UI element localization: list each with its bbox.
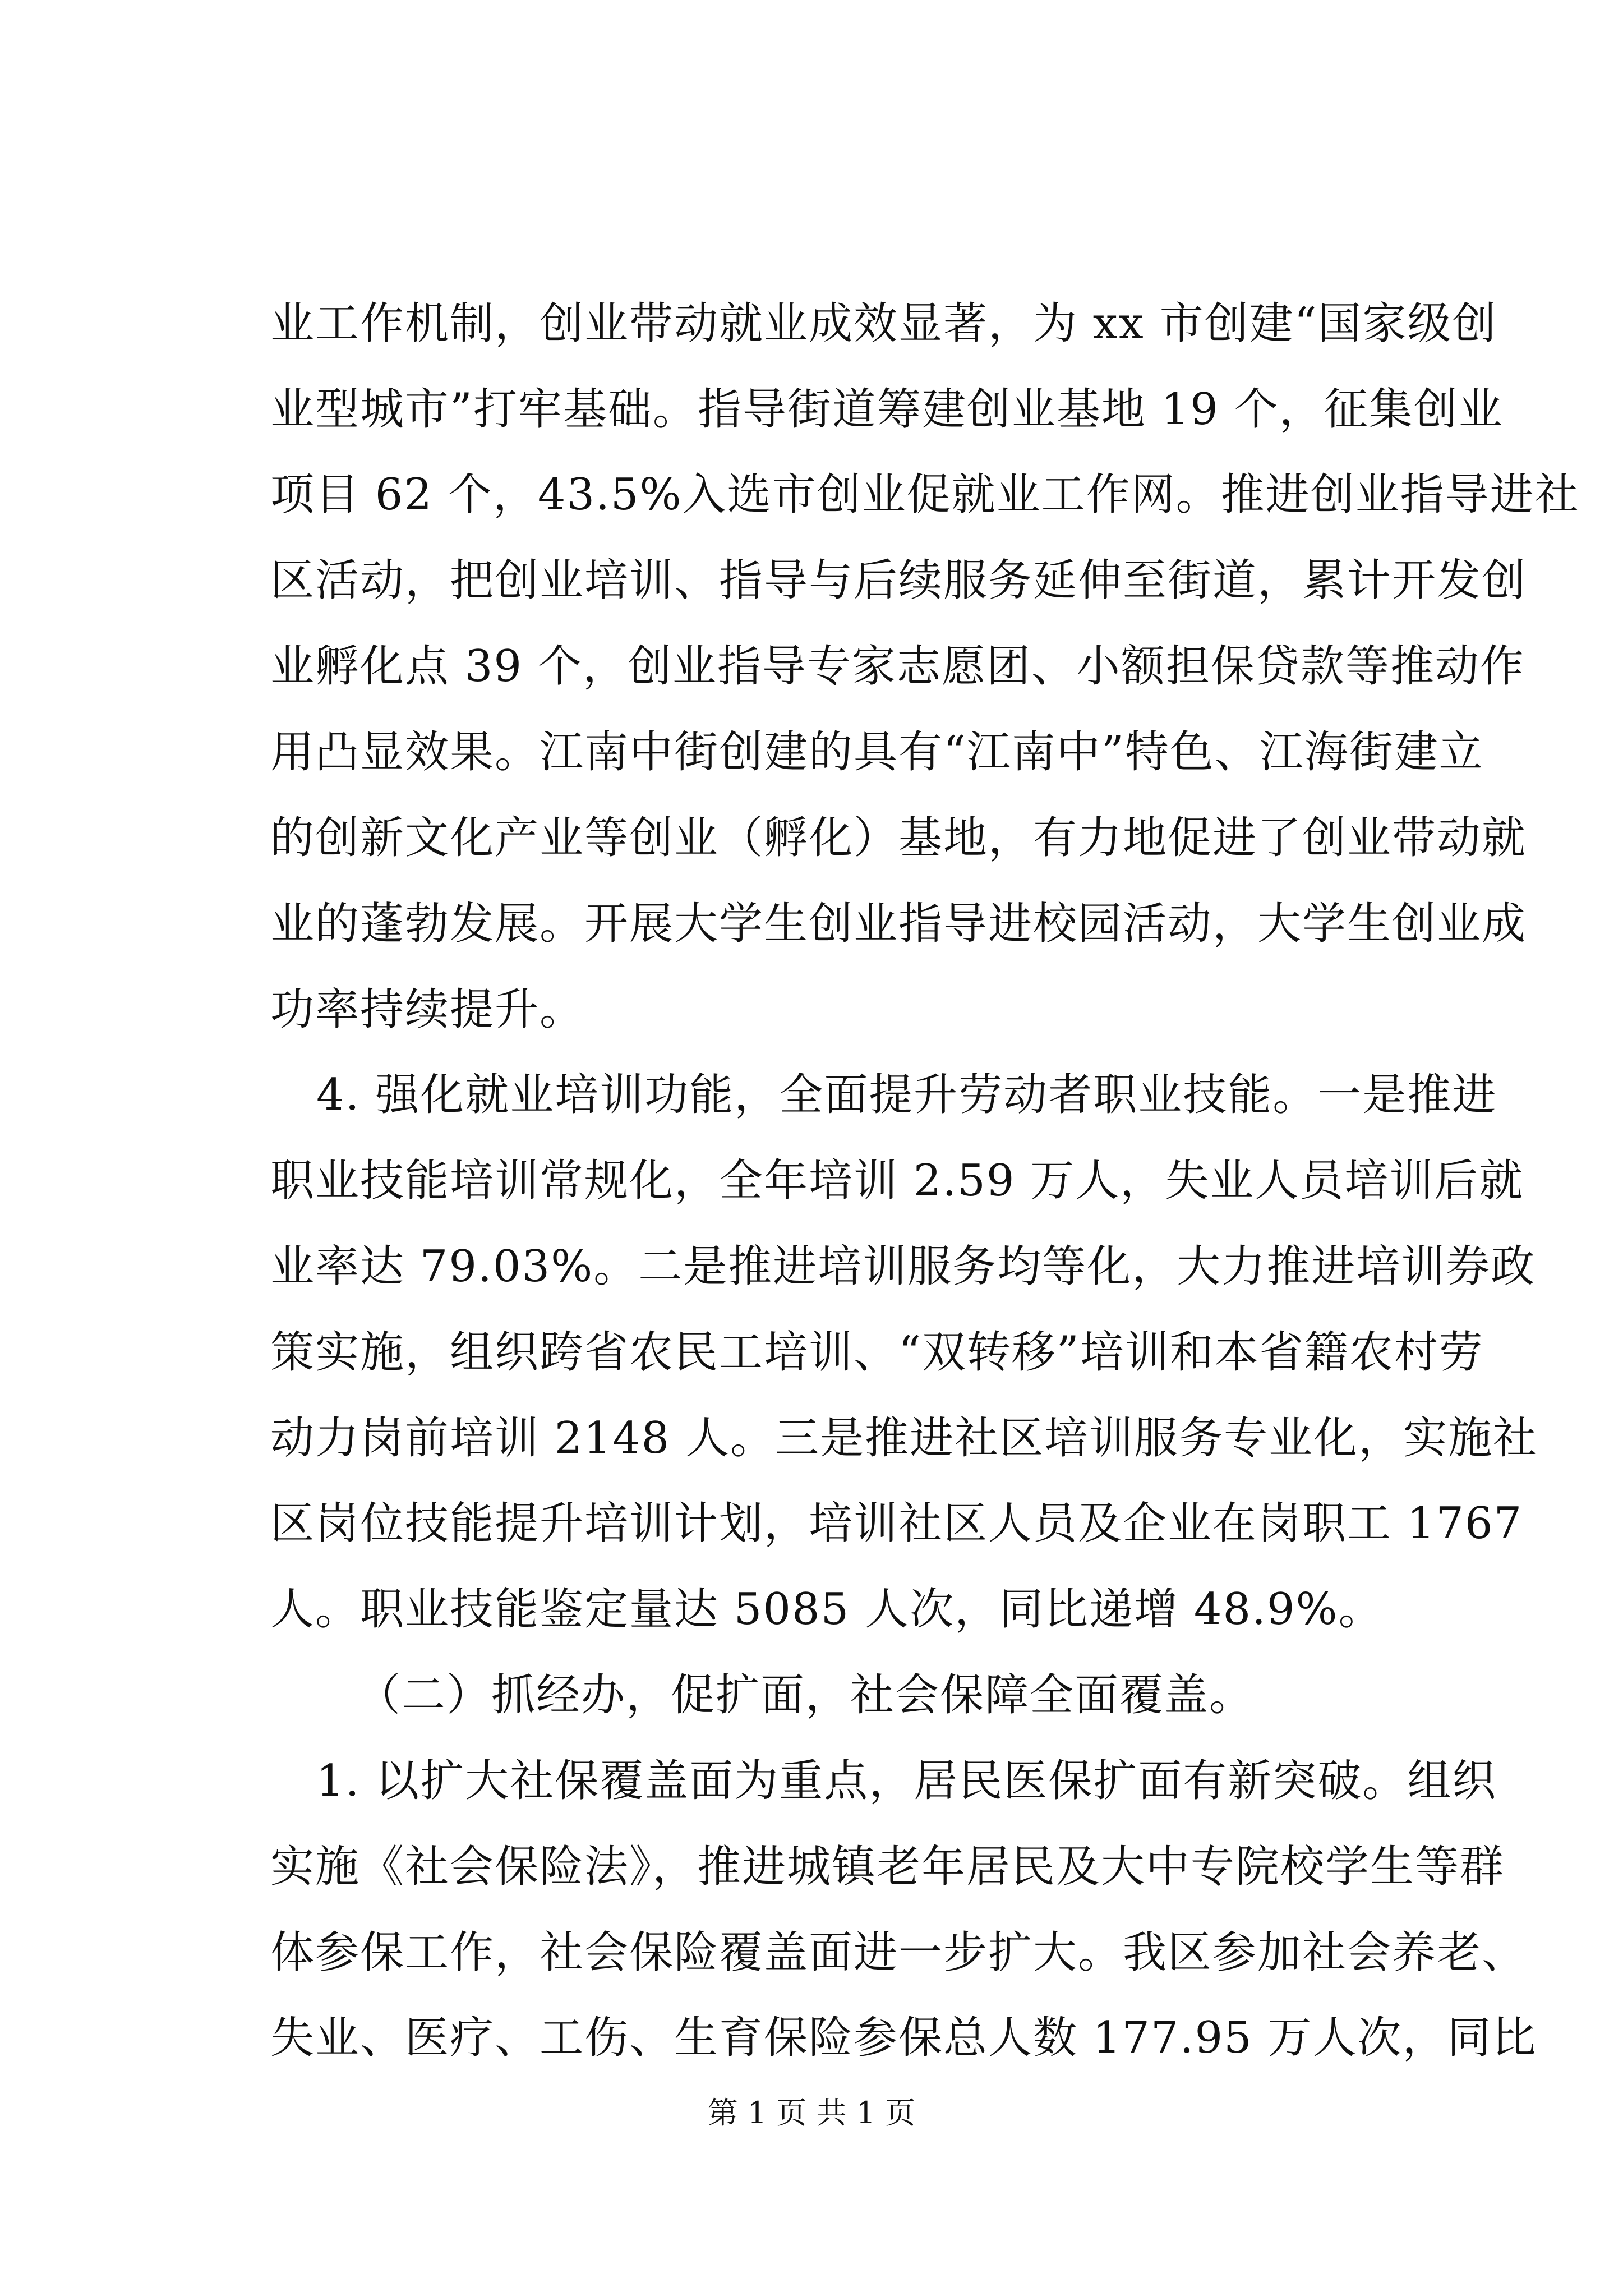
text-line: 业的蓬勃发展。开展大学生创业指导进校园活动，大学生创业成 — [270, 899, 1527, 949]
text-line: 区活动，把创业培训、指导与后续服务延伸至街道，累计开发创 — [270, 555, 1527, 606]
section-heading-2: （二）抓经办，促扩面，社会保障全面覆盖。 — [357, 1670, 1255, 1720]
text-line: 体参保工作，社会保险覆盖面进一步扩大。我区参加社会养老、 — [270, 1927, 1527, 1978]
text-line: 区岗位技能提升培训计划，培训社区人员及企业在岗职工 1767 — [270, 1498, 1523, 1549]
text-line: 业孵化点 39 个，创业指导专家志愿团、小额担保贷款等推动作 — [270, 641, 1525, 692]
text-line: 业率达 79.03%。二是推进培训服务均等化，大力推进培训券政 — [270, 1241, 1536, 1292]
text-line: 失业、医疗、工伤、生育保险参保总人数 177.95 万人次，同比 — [270, 2013, 1537, 2063]
text-line: 职业技能培训常规化，全年培训 2.59 万人，失业人员培训后就 — [270, 1156, 1524, 1206]
text-line: 项目 62 个，43.5%入选市创业促就业工作网。推进创业指导进社 — [270, 470, 1580, 520]
page-footer: 第 1 页 共 1 页 — [707, 2095, 916, 2131]
paragraph-heading-1: 1. 以扩大社保覆盖面为重点，居民医保扩面有新突破。组织 — [316, 1756, 1497, 1806]
text-line: 实施《社会保险法》，推进城镇老年居民及大中专院校学生等群 — [270, 1842, 1505, 1892]
text-line: 业型城市”打牢基础。指导街道筹建创业基地 19 个，征集创业 — [270, 384, 1504, 435]
text-line: 策实施，组织跨省农民工培训、“双转移”培训和本省籍农村劳 — [270, 1327, 1484, 1378]
text-line: 动力岗前培训 2148 人。三是推进社区培训服务专业化，实施社 — [270, 1413, 1538, 1464]
text-line: 的创新文化产业等创业（孵化）基地，有力地促进了创业带动就 — [270, 813, 1527, 863]
text-line: 人。职业技能鉴定量达 5085 人次，同比递增 48.9%。 — [270, 1584, 1384, 1635]
text-line: 业工作机制，创业带动就业成效显著，为 xx 市创建“国家级创 — [270, 298, 1497, 349]
text-line: 功率持续提升。 — [270, 984, 585, 1035]
paragraph-heading-4: 4. 强化就业培训功能，全面提升劳动者职业技能。一是推进 — [316, 1070, 1497, 1120]
text-line: 用凸显效果。江南中街创建的具有“江南中”特色、江海街建立 — [270, 727, 1484, 777]
